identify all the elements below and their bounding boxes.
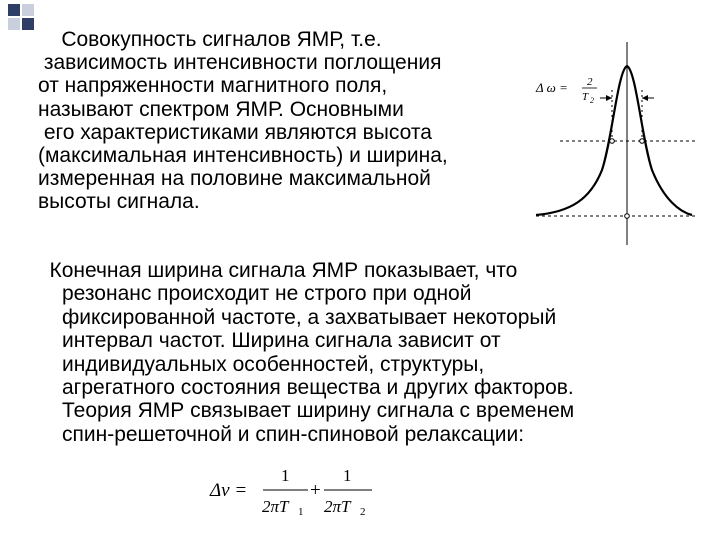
text-line: высоты сигнала.: [38, 190, 200, 214]
text-line: агрегатного состояния вещества и других факторов.: [62, 376, 574, 400]
text-line: резонанс происходит не строго при одной: [62, 282, 472, 306]
width-paragraph: [32, 259, 712, 446]
nmr-signal-svg: [530, 40, 700, 245]
width-arrow-head: [606, 95, 612, 101]
formula-denominator-sub: 1: [298, 506, 304, 518]
text-line: Совокупность сигналов ЯМР, т.е.: [38, 28, 382, 51]
text-line: фиксированной частоте, а захватывает некоторый: [62, 305, 557, 329]
formula-numerator: 1: [343, 466, 352, 485]
formula-denominator-sub: 2: [360, 506, 366, 518]
half-height-point: [640, 139, 645, 144]
intro-paragraph: [38, 28, 538, 214]
text-line: измеренная на половине максимальной: [38, 167, 431, 191]
fraction-denominator: T: [582, 91, 589, 103]
text-line: называют спектром ЯМР. Основными: [38, 97, 404, 121]
nmr-signal-figure: [530, 40, 700, 245]
text-line: его характеристиками являются высота: [38, 120, 432, 144]
delta-omega-label: Δ ω =: [536, 80, 568, 95]
text-line: (максимальная интенсивность) и ширина,: [38, 144, 448, 168]
corner-square-dark: [22, 18, 34, 30]
half-height-point: [610, 139, 615, 144]
fraction-denominator-sub: 2: [590, 96, 594, 105]
formula-lhs: Δν =: [210, 480, 248, 501]
corner-square-dark: [8, 4, 20, 16]
corner-square-light: [8, 18, 20, 30]
text-line: интервал частот. Ширина сигнала зависит от: [62, 329, 501, 353]
text-line: зависимость интенсивности поглощения: [38, 51, 442, 75]
baseline-point: [625, 214, 630, 219]
text-line: спин-решеточной и спин-спиновой релаксации:: [62, 422, 525, 446]
corner-square-light: [22, 4, 34, 16]
fraction-numerator: 2: [587, 76, 593, 88]
formula-numerator: 1: [281, 466, 290, 485]
text-line: Конечная ширина сигнала ЯМР показывает, что: [32, 259, 518, 282]
formula-svg: [208, 462, 378, 522]
width-arrow-head: [642, 95, 648, 101]
formula-plus: +: [310, 480, 321, 501]
text-line: от напряженности магнитного поля,: [38, 74, 388, 98]
text-line: индивидуальных особенностей, структуры,: [62, 352, 485, 376]
text-line: Теория ЯМР связывает ширину сигнала с временем: [62, 399, 575, 423]
linewidth-formula: [208, 462, 378, 522]
formula-denominator: 2πT: [324, 497, 351, 516]
formula-denominator: 2πT: [262, 497, 289, 516]
